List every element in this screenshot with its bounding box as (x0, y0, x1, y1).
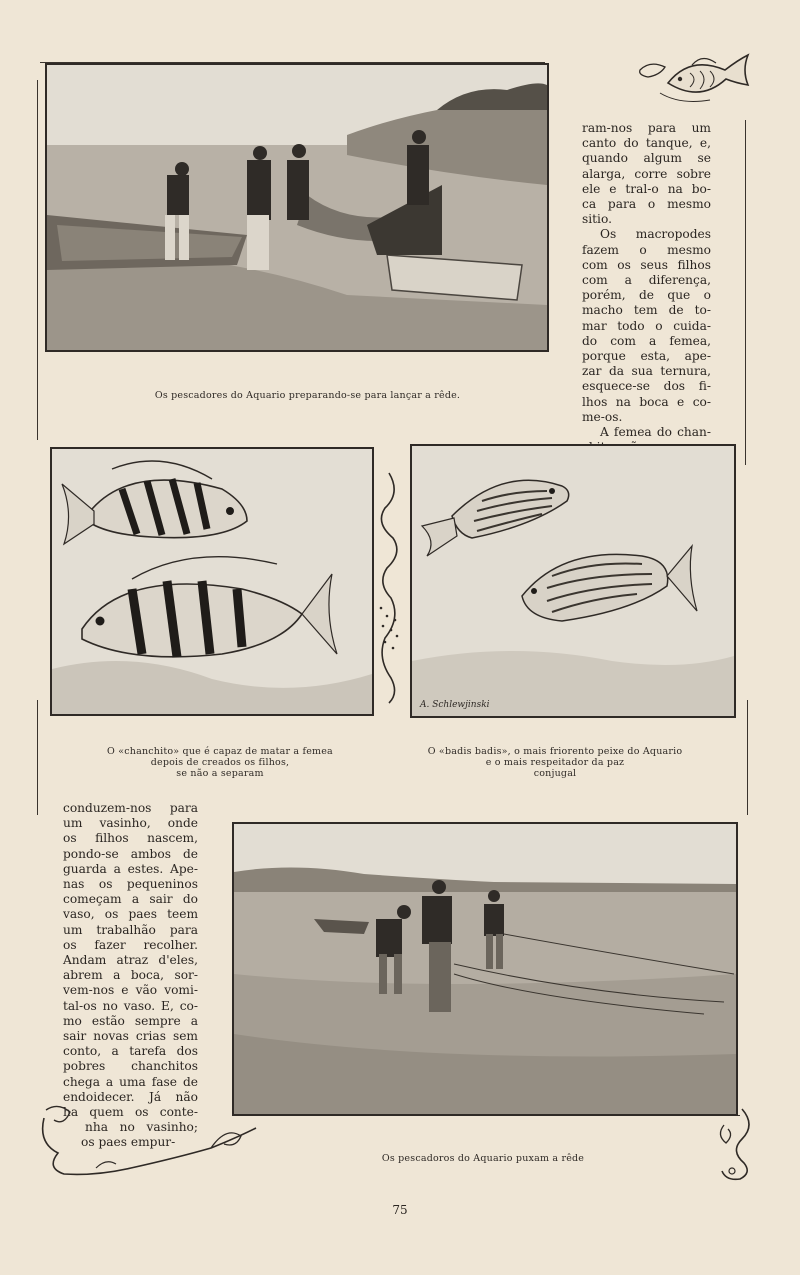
text-line: alarga, corre sobre (582, 166, 711, 181)
text-line: mar todo o cuida- (582, 318, 711, 333)
text-line: mo estão sempre a (63, 1013, 198, 1028)
text-line: quando algum se (582, 151, 711, 166)
text-line: abrem a boca, sor- (63, 968, 198, 983)
text-line: porém, de que o (582, 288, 711, 303)
text-line: zar da sua ternura, (582, 364, 711, 379)
text-line: do com a femea, (582, 333, 711, 348)
text-line: nas os pequeninos (63, 877, 198, 892)
frame-left-border-mid (37, 700, 38, 815)
text-line: ca para o mesmo (582, 197, 711, 212)
text-line: canto do tanque, e, (582, 136, 711, 151)
text-line: fazem o mesmo (582, 242, 711, 257)
artist-signature: A. Schlewjinski (420, 700, 490, 710)
text-line: conto, a tarefa dos (63, 1044, 198, 1059)
text-line: ele e tral-o na bo- (582, 181, 711, 196)
photo-fishermen-preparing-net (45, 63, 549, 352)
vine-ornament-icon (371, 468, 407, 708)
text-line: tal-os no vaso. E, co- (63, 998, 198, 1013)
text-line: A femea do chan- (600, 425, 711, 440)
page-number: 75 (392, 1203, 408, 1217)
text-line: Os macropodes (600, 227, 711, 242)
frame-right-border-top (745, 120, 746, 465)
text-line: lhos na boca e co- (582, 394, 711, 409)
text-line: começam a sair do (63, 892, 198, 907)
caption-top-photo: Os pescadores do Aquario preparando-se para lançar a rêde. (154, 390, 461, 401)
photo-fishermen-pulling-net (232, 822, 738, 1116)
text-line: os fazer recolher. (63, 937, 198, 952)
text-line: macho tem de to- (582, 303, 711, 318)
text-line: ha quem os conte- (63, 1105, 198, 1120)
text-line: vem-nos e vão vomi- (63, 983, 198, 998)
text-line: porque esta, ape- (582, 349, 711, 364)
illustration-badis-fish (410, 444, 736, 718)
text-line: esquece-se dos fi- (582, 379, 711, 394)
frame-right-border-mid (747, 700, 748, 815)
text-line: vaso, os paes teem (63, 907, 198, 922)
text-line: conduzem-nos para (63, 801, 198, 815)
caption-bottom-photo: Os pescadoros do Aquario puxam a rêde (381, 1153, 585, 1164)
text-line: os filhos nascem, (63, 831, 198, 846)
text-line: um vasinho, onde (63, 816, 198, 831)
text-line: com os seus filhos (582, 257, 711, 272)
text-line: pobres chanchitos (63, 1059, 198, 1074)
text-line: pondo-se ambos de (63, 846, 198, 861)
caption-badis: O «badis badis», o mais friorento peixe do Aquario e o mais respeitador da paz conjugal (427, 746, 683, 779)
text-line: sair novas crias sem (63, 1029, 198, 1044)
text-line: os paes empur- (81, 1135, 176, 1150)
text-line: me-os. (582, 409, 623, 424)
text-line: nha no vasinho; (85, 1120, 198, 1135)
text-line: chega a uma fase de (63, 1074, 198, 1089)
scroll-ornament-left-icon (36, 1098, 266, 1180)
text-line: Andam atraz d'eles, (63, 953, 198, 968)
scroll-ornament-right-icon (712, 1105, 760, 1183)
text-column-right (582, 121, 711, 455)
frame-left-border-top (37, 80, 38, 440)
text-line: sitio. (582, 212, 612, 227)
fish-ornament-icon (630, 45, 755, 110)
caption-chanchito: O «chanchito» que é capaz de matar a femea depois de creados os filhos, se não a separam (107, 746, 333, 779)
illustration-chanchito-fish (50, 447, 374, 716)
text-line: um trabalhão para (63, 922, 198, 937)
text-line: endoidecer. Já não (63, 1089, 198, 1104)
text-line: guarda a estes. Ape- (63, 861, 198, 876)
text-line: com a diferença, (582, 273, 711, 288)
text-line: ram-nos para um (582, 121, 711, 135)
